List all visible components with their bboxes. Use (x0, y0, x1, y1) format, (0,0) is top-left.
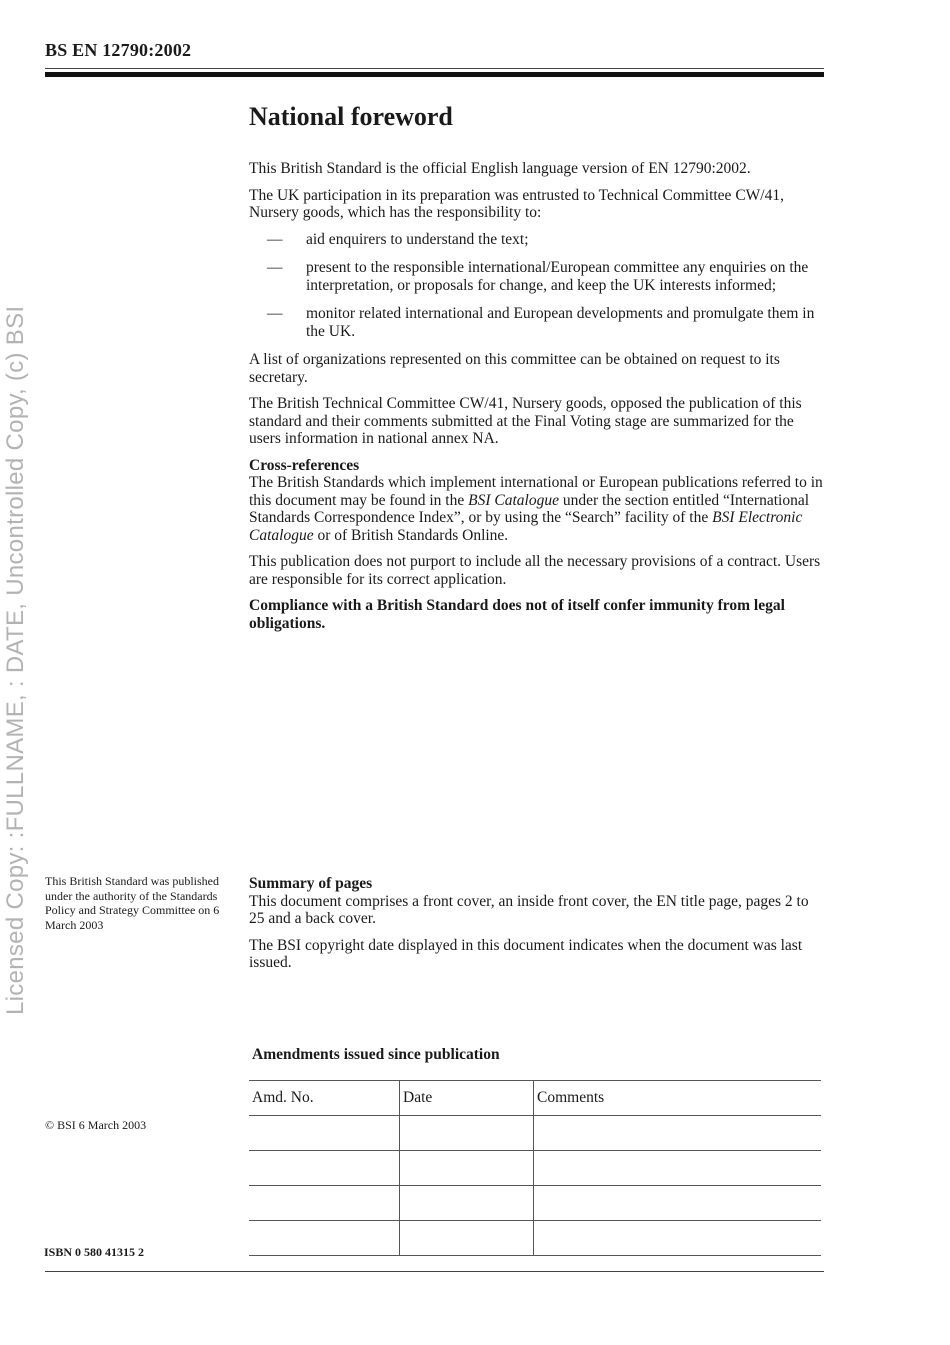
summary-paragraph-1: This document comprises a front cover, an inside front cover, the EN title page, pages 2 to 25 and a back cover. (249, 892, 809, 927)
summary-heading: Summary of pages (249, 875, 373, 892)
dash-marker: — (267, 259, 283, 276)
foreword-paragraph-4: The British Technical Committee CW/41, Nursery goods, opposed the publication of this standard and their comments submitted at the Final Voting stage are summarized for the users information in national annex NA. (249, 395, 802, 447)
isbn-number: ISBN 0 580 41315 2 (44, 1245, 145, 1259)
table-row (249, 1151, 821, 1186)
table-cell (534, 1116, 822, 1151)
table-row (249, 1186, 821, 1221)
table-row (249, 1116, 821, 1151)
list-item (249, 259, 825, 294)
foreword-paragraph-5: This publication does not purport to include all the necessary provisions of a contract. Users are responsible for its correct application. (249, 553, 821, 588)
bsi-catalogue-title: BSI Catalogue (468, 491, 559, 509)
foreword-paragraph-3: A list of organizations represented on this committee can be obtained on request to its secretary. (249, 351, 780, 386)
list-item-text: monitor related international and European developments and promulgate them in the UK. (306, 305, 815, 340)
table-cell (249, 1221, 400, 1256)
national-foreword-section (249, 102, 825, 641)
column-header-amd-no: Amd. No. (249, 1081, 400, 1116)
dash-marker: — (267, 230, 283, 248)
foreword-paragraph-1: This British Standard is the official English language version of EN 12790:2002. (249, 160, 751, 177)
list-item (249, 231, 825, 249)
responsibility-list (249, 231, 825, 341)
amendments-table (249, 1080, 821, 1256)
amendments-title: Amendments issued since publication (252, 1046, 500, 1063)
table-cell (249, 1116, 400, 1151)
table-cell (400, 1221, 534, 1256)
table-cell (534, 1151, 822, 1186)
table-cell (534, 1186, 822, 1221)
table-cell (400, 1186, 534, 1221)
table-cell (249, 1186, 400, 1221)
cross-references-paragraph: The British Standards which implement international or European publications referred to in this document may be found in the BSI Catalogue under the section entitled “International Standards Correspondence Index”, or by using the “Search” facility of the BSI Electronic Catalogue or of British Standards Online. (249, 474, 823, 544)
summary-paragraph-2: The BSI copyright date displayed in this document indicates when the document was last issued. (249, 936, 803, 971)
header-rule-thick (45, 72, 824, 77)
table-row (249, 1221, 821, 1256)
standard-number: BS EN 12790:2002 (45, 40, 192, 60)
page-title: National foreword (249, 102, 453, 131)
dash-marker: — (267, 305, 283, 322)
summary-of-pages-section (249, 875, 825, 981)
list-item (249, 305, 825, 340)
foreword-paragraph-2: The UK participation in its preparation was entrusted to Technical Committee CW/41, Nursery goods, which has the responsibility to: (249, 186, 784, 221)
table-cell (249, 1151, 400, 1186)
publication-authority-note: This British Standard was published under the authority of the Standards Policy and Strategy Committee on 6 March 2003 (45, 874, 220, 932)
cross-references-heading: Cross-references (249, 456, 360, 474)
table-cell (534, 1221, 822, 1256)
table-cell (400, 1116, 534, 1151)
list-item-text: present to the responsible international/European committee any enquiries on the interpretation, or proposals for change, and keep the UK interests informed; (306, 259, 809, 294)
compliance-statement: Compliance with a British Standard does not of itself confer immunity from legal obligations. (249, 597, 785, 632)
licensed-copy-watermark: Licensed Copy: :FULLNAME, : DATE, Uncontrolled Copy, (c) BSI (2, 305, 29, 1015)
table-header-row (249, 1081, 821, 1116)
bsi-electronic-catalogue-title: BSI Electronic Catalogue (249, 509, 803, 544)
table-cell (400, 1151, 534, 1186)
footer-rule (45, 1271, 824, 1272)
list-item-text: aid enquirers to understand the text; (306, 230, 529, 248)
copyright-notice: © BSI 6 March 2003 (45, 1118, 147, 1132)
column-header-comments: Comments (534, 1081, 822, 1116)
header-rule-thin (45, 68, 824, 69)
column-header-date: Date (400, 1081, 534, 1116)
